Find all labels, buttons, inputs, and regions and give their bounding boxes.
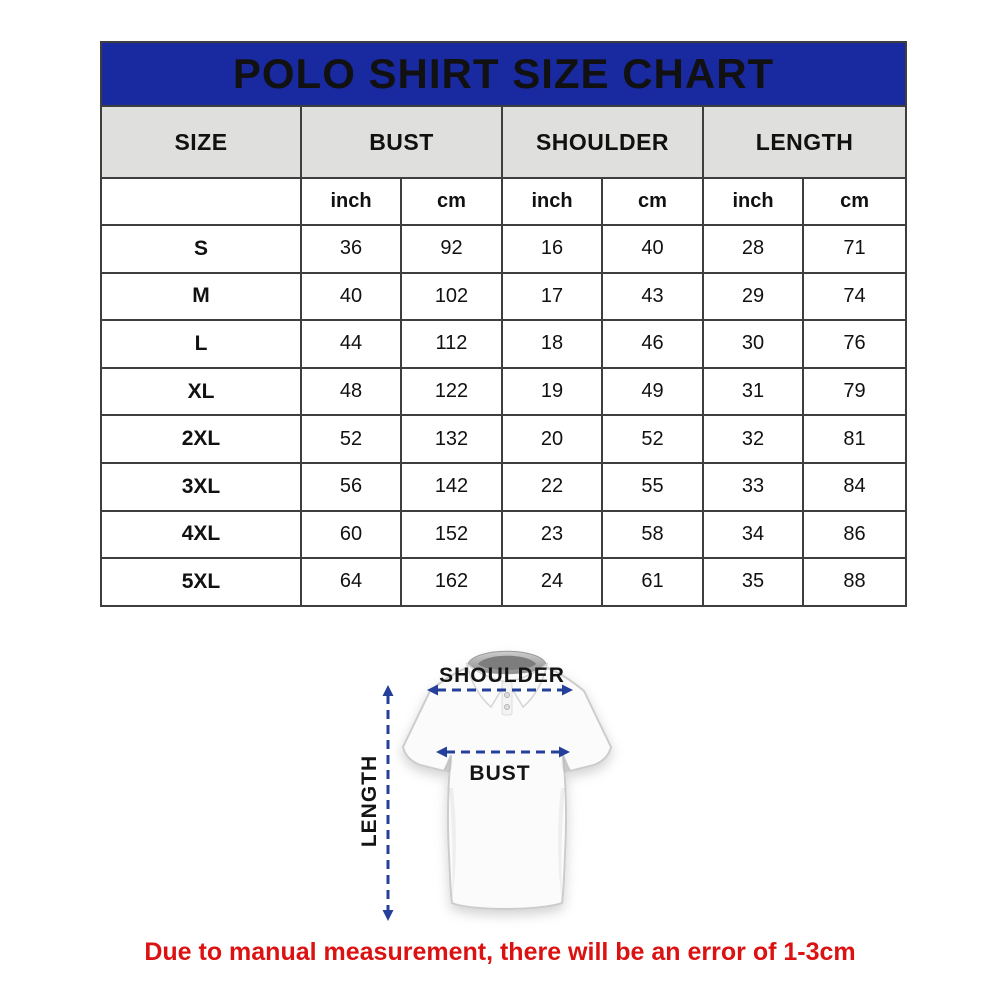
button — [505, 705, 510, 710]
measurement-cell: 122 — [401, 368, 502, 416]
measurement-cell: 92 — [401, 225, 502, 273]
measurement-cell: 52 — [301, 415, 401, 463]
measurement-cell: 23 — [502, 511, 602, 559]
measurement-cell: 24 — [502, 558, 602, 606]
measurement-cell: 32 — [703, 415, 803, 463]
unit-header-bust-inch: inch — [301, 178, 401, 225]
measurement-cell: 40 — [602, 225, 703, 273]
measurement-cell: 30 — [703, 320, 803, 368]
measurement-cell: 18 — [502, 320, 602, 368]
measurement-cell: 74 — [803, 273, 906, 321]
unit-header-shoulder-inch: inch — [502, 178, 602, 225]
blank-cell — [101, 178, 301, 225]
polo-shirt-measurement-diagram — [340, 634, 676, 956]
table-row-5xl — [101, 558, 906, 606]
measurement-cell: 33 — [703, 463, 803, 511]
unit-header-length-inch: inch — [703, 178, 803, 225]
unit-header-shoulder-cm: cm — [602, 178, 703, 225]
measurement-cell: 31 — [703, 368, 803, 416]
measurement-cell: 43 — [602, 273, 703, 321]
size-label-cell: 3XL — [101, 463, 301, 511]
measurement-cell: 49 — [602, 368, 703, 416]
column-header-length: LENGTH — [703, 106, 906, 178]
measurement-cell: 35 — [703, 558, 803, 606]
measurement-cell: 20 — [502, 415, 602, 463]
measurement-cell: 29 — [703, 273, 803, 321]
length-arrow — [383, 685, 394, 921]
button — [505, 693, 510, 698]
table-row-4xl — [101, 511, 906, 559]
measurement-cell: 55 — [602, 463, 703, 511]
measurement-cell: 152 — [401, 511, 502, 559]
table-row-l — [101, 320, 906, 368]
measurement-cell: 52 — [602, 415, 703, 463]
measurement-cell: 56 — [301, 463, 401, 511]
measurement-cell: 22 — [502, 463, 602, 511]
table-row-xl — [101, 368, 906, 416]
measurement-cell: 19 — [502, 368, 602, 416]
column-header-size: SIZE — [101, 106, 301, 178]
size-label-cell: 4XL — [101, 511, 301, 559]
measurement-cell: 48 — [301, 368, 401, 416]
column-header-bust: BUST — [301, 106, 502, 178]
size-label-cell: 5XL — [101, 558, 301, 606]
measurement-cell: 102 — [401, 273, 502, 321]
measurement-cell: 88 — [803, 558, 906, 606]
measurement-cell: 40 — [301, 273, 401, 321]
length-label: LENGTH — [358, 754, 381, 848]
measurement-cell: 76 — [803, 320, 906, 368]
measurement-cell: 36 — [301, 225, 401, 273]
page-title: POLO SHIRT SIZE CHART — [101, 42, 906, 106]
size-label-cell: M — [101, 273, 301, 321]
measurement-cell: 16 — [502, 225, 602, 273]
measurement-cell: 17 — [502, 273, 602, 321]
measurement-cell: 79 — [803, 368, 906, 416]
measurement-cell: 112 — [401, 320, 502, 368]
size-label-cell: 2XL — [101, 415, 301, 463]
table-row-m — [101, 273, 906, 321]
measurement-cell: 46 — [602, 320, 703, 368]
unit-header-length-cm: cm — [803, 178, 906, 225]
size-label-cell: S — [101, 225, 301, 273]
measurement-cell: 58 — [602, 511, 703, 559]
measurement-cell: 34 — [703, 511, 803, 559]
measurement-cell: 86 — [803, 511, 906, 559]
measurement-cell: 84 — [803, 463, 906, 511]
measurement-cell: 162 — [401, 558, 502, 606]
measurement-cell: 81 — [803, 415, 906, 463]
shoulder-label: SHOULDER — [439, 664, 565, 687]
measurement-cell: 142 — [401, 463, 502, 511]
measurement-cell: 64 — [301, 558, 401, 606]
measurement-cell: 28 — [703, 225, 803, 273]
measurement-error-note: Due to manual measurement, there will be an error of 1-3cm — [144, 938, 856, 966]
size-chart-table — [100, 41, 907, 607]
column-header-shoulder: SHOULDER — [502, 106, 703, 178]
size-label-cell: XL — [101, 368, 301, 416]
table-row-s — [101, 225, 906, 273]
measurement-cell: 61 — [602, 558, 703, 606]
table-row-3xl — [101, 463, 906, 511]
measurement-cell: 132 — [401, 415, 502, 463]
table-row-2xl — [101, 415, 906, 463]
measurement-cell: 44 — [301, 320, 401, 368]
measurement-cell: 71 — [803, 225, 906, 273]
size-label-cell: L — [101, 320, 301, 368]
bust-label: BUST — [469, 762, 531, 785]
unit-header-bust-cm: cm — [401, 178, 502, 225]
measurement-cell: 60 — [301, 511, 401, 559]
